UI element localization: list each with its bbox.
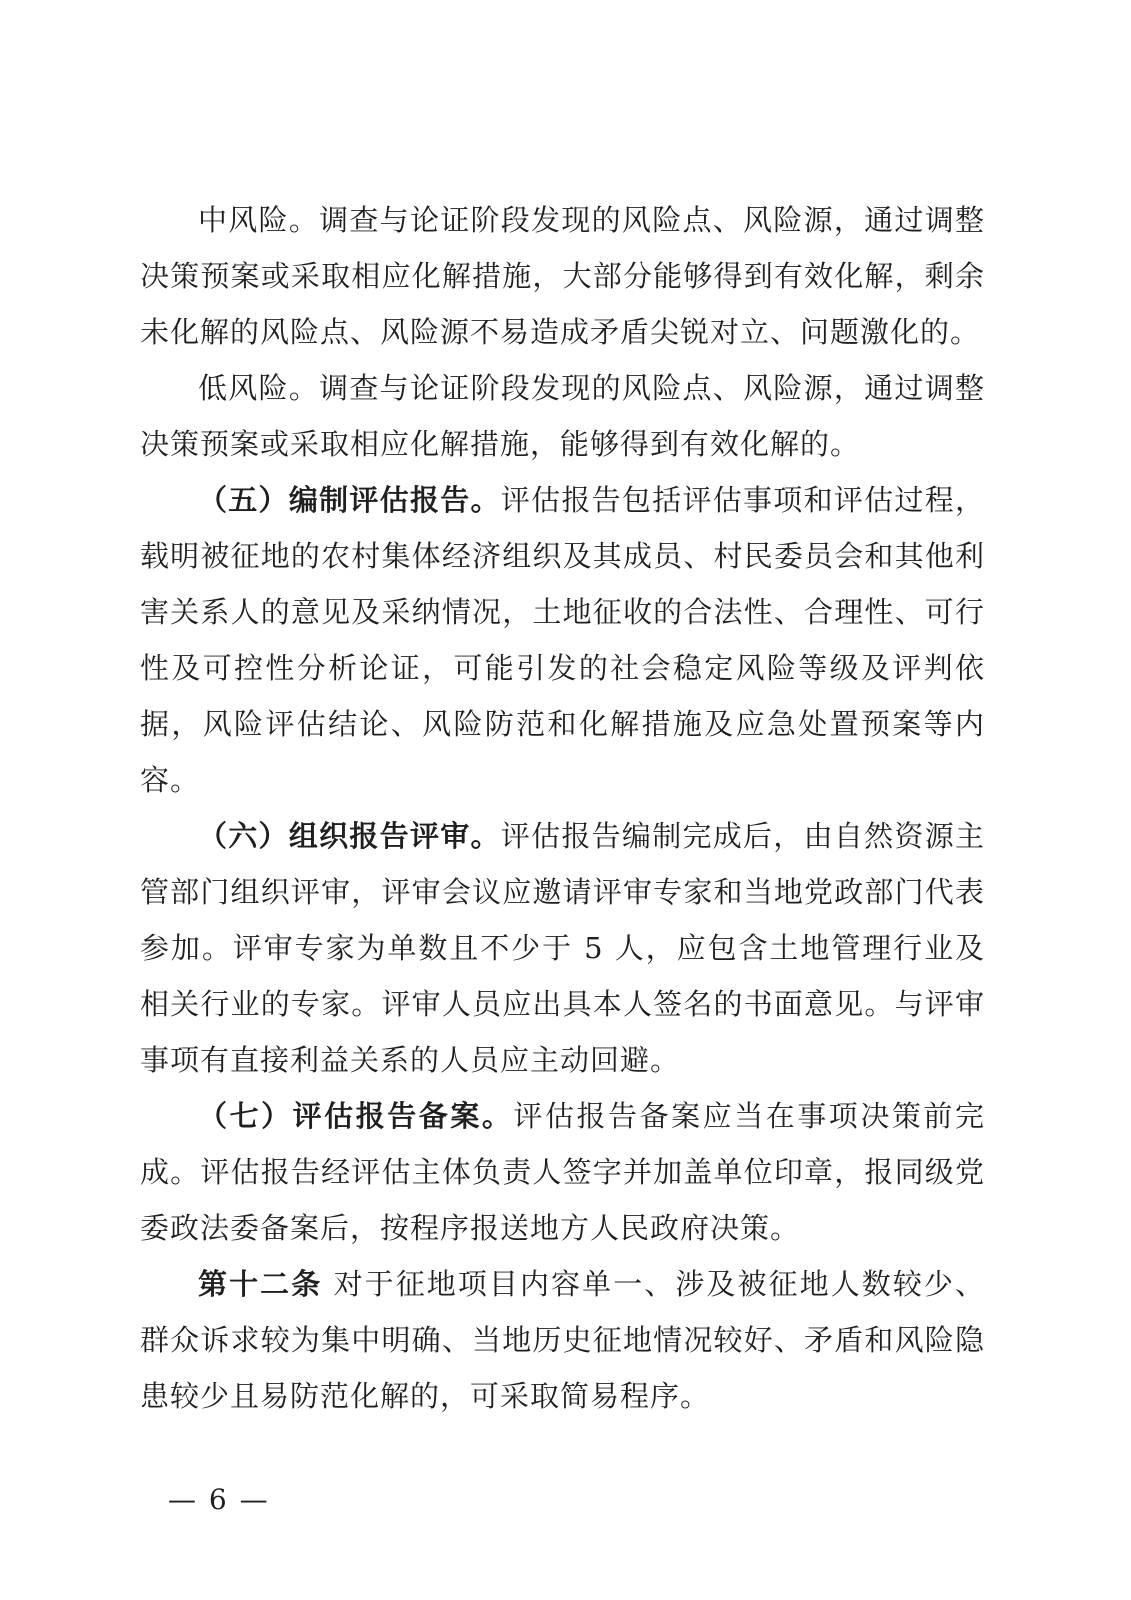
paragraph-text: 低风险。调查与论证阶段发现的风险点、风险源，通过调整决策预案或采取相应化解措施，能够得到有效化解的。 <box>140 371 985 461</box>
paragraph-low-risk <box>140 360 985 472</box>
paragraph-text: 评估报告编制完成后，由自然资源主管部门组织评审，评审会议应邀请评审专家和当地党政部门代表参加。评审专家为单数且不少于 5 人，应包含土地管理行业及相关行业的专家。评审人员应出具本人签名的书面意见。与评审事项有直接利益关系的人员应主动回避。 <box>140 819 985 1077</box>
paragraph-text: 中风险。调查与论证阶段发现的风险点、风险源，通过调整决策预案或采取相应化解措施，大部分能够得到有效化解，剩余未化解的风险点、风险源不易造成矛盾尖锐对立、问题激化的。 <box>140 203 985 349</box>
paragraph-text: 评估报告备案应当在事项决策前完成。评估报告经评估主体负责人签字并加盖单位印章，报同级党委政法委备案后，按程序报送地方人民政府决策。 <box>140 1099 985 1245</box>
paragraph-report-filing <box>140 1088 985 1256</box>
paragraph-article-twelve <box>140 1256 985 1424</box>
paragraph-compile-report <box>140 472 985 808</box>
page-number: — 6 — <box>168 1483 270 1516</box>
paragraph-organize-review <box>140 808 985 1088</box>
article-label: 第十二条 <box>198 1267 323 1301</box>
paragraph-text: 对于征地项目内容单一、涉及被征地人数较少、群众诉求较为集中明确、当地历史征地情况较好、矛盾和风险隐患较少且易防范化解的，可采取简易程序。 <box>140 1267 985 1413</box>
paragraph-medium-risk <box>140 192 985 360</box>
section-heading: （七）评估报告备案。 <box>198 1099 514 1133</box>
section-heading: （五）编制评估报告。 <box>198 483 501 517</box>
paragraph-text: 评估报告包括评估事项和评估过程，载明被征地的农村集体经济组织及其成员、村民委员会和其他利害关系人的意见及采纳情况，土地征收的合法性、合理性、可行性及可控性分析论证，可能引发的社会稳定风险等级及评判依据，风险评估结论、风险防范和化解措施及应急处置预案等内容。 <box>140 483 985 797</box>
document-body <box>140 192 985 1424</box>
section-heading: （六）组织报告评审。 <box>198 819 501 853</box>
